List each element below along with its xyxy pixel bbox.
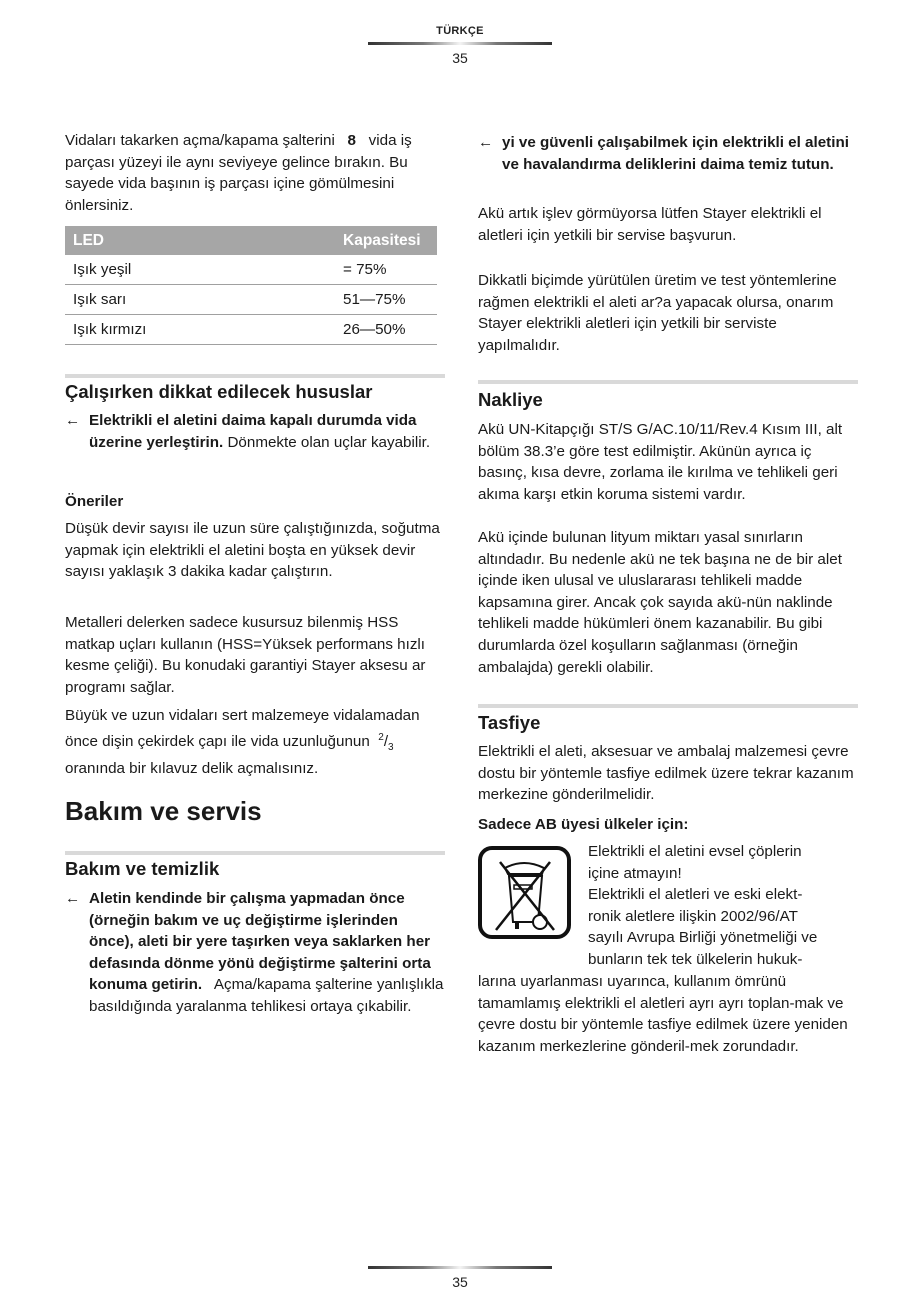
arrow-left-icon: ← xyxy=(65,412,81,429)
intro-paragraph xyxy=(65,130,445,216)
service-paragraph-2 xyxy=(478,270,858,356)
bullet-text: Dönmekte olan uçlar kayabilir. xyxy=(227,433,431,451)
section-title-disposal: Tasfiye xyxy=(478,712,541,733)
paragraph: Akü içinde bulunan lityum miktarı yasal sınırların altındadır. Bu nedenle akü ne tek başına ne de bir alet içinde iken ulusal ve uluslararası tehlikeli madde kapsamına girer. Ancak çok sayıda akü-nün naklinde tehlikeli madde hükümleri önem kazanabilir. Bu gibi durumlarda özel koşulların sağlanması (örneğin ambalajda) gerekli olabilir. xyxy=(478,529,842,676)
led-color-cell: Işık yeşil xyxy=(65,255,335,285)
recommendation-paragraph-2 xyxy=(65,612,445,698)
paragraph: Metalleri delerken sadece kusursuz bilenmiş HSS matkap uçları kullanın (HSS=Yüksek performans hızlı kesme çeliği). Bu konudaki garantiyi Stayer aksesu ar programı sağlar. xyxy=(65,614,426,696)
eu-line: içine atmayın! xyxy=(588,864,682,882)
bullet-bold-text: Aletin kendinde bir çalışma yapmadan önce (örneğin bakım ve uç değiştirme işlerinden önce), aleti bir yere taşırken veya saklarken her defasında dönme yönü değiştirme şalterini orta konuma getirin. xyxy=(89,890,431,994)
bullet-text: Açma/kapama şalterine yanlışlıkla basıldığında yaralanma tehlikesi ortaya çıkabilir. xyxy=(89,976,444,1015)
crossed-out-wheelie-bin-icon xyxy=(478,846,571,939)
recommendation-paragraph-3: Büyük ve uzun vidaları sert malzemeye vidalamadan önce dişin çekirdek çapı ile vida uzunluğunun $^2/_3$ oranında bir kılavuz delik açmalısınız. xyxy=(65,707,420,778)
fraction-denominator: 3 xyxy=(388,741,394,753)
paragraph: Düşük devir sayısı ile uzun süre çalıştığınızda, soğutma yapmak için elektrikli el aletini boşta en yüksek devir sayısı yaklaşık 3 dakika kadar çalıştırın. xyxy=(65,520,440,581)
capacity-cell: 26—50% xyxy=(335,315,437,345)
fraction-numerator: 2 xyxy=(378,731,384,743)
maintenance-bullet xyxy=(65,888,445,1018)
intro-text-after: vida iş parçası yüzeyi ile aynı seviyeye gelince bırakın. Bu sayede vida başının iş parçası içine gömülmesini önlersiniz. xyxy=(65,132,412,214)
working-bullet xyxy=(65,410,445,453)
eu-countries-title: Sadece AB üyesi ülkeler için: xyxy=(478,816,689,833)
paragraph: Akü artık işlev görmüyorsa lütfen Stayer elektrikli el aletleri için yetkili bir servise başvurun. xyxy=(478,205,822,244)
language-label: TÜRKÇE xyxy=(436,25,484,37)
paragraph-text: Büyük ve uzun vidaları sert malzemeye vidalamadan önce dişin çekirdek çapı ile vida uzunluğunun xyxy=(65,707,420,750)
section-title-working: Çalışırken dikkat edilecek hususlar xyxy=(65,381,373,402)
table-row xyxy=(65,315,437,345)
table-row xyxy=(65,285,437,315)
section-divider xyxy=(65,851,445,855)
recommendations-title: Öneriler xyxy=(65,493,124,510)
transport-paragraph-1 xyxy=(478,419,858,505)
led-table xyxy=(65,226,437,345)
table-header-capacity: Kapasitesi xyxy=(335,226,437,255)
led-color-cell: Işık kırmızı xyxy=(65,315,335,345)
disposal-paragraph xyxy=(478,741,858,806)
table-header-led: LED xyxy=(65,226,335,255)
paragraph: Dikkatli biçimde yürütülen üretim ve test yöntemlerine rağmen elektrikli el aleti ar?a yapacak olursa, onarım Stayer elektrikli aletleri için yetkili bir serviste yapılmalıdır. xyxy=(478,272,837,354)
eu-line: sayılı Avrupa Birliği yönetmeliği ve xyxy=(588,929,818,947)
table-row xyxy=(65,255,437,285)
transport-paragraph-2 xyxy=(478,527,858,678)
paragraph: Elektrikli el aleti, aksesuar ve ambalaj malzemesi çevre dostu bir yöntemle tasfiye edilmek üzere tekrar kazanım merkezine gönderilmelidir. xyxy=(478,743,854,804)
capacity-cell: = 75% xyxy=(335,255,437,285)
page-number-bottom: 35 xyxy=(452,1274,468,1290)
section-title-transport: Nakliye xyxy=(478,389,543,410)
intro-text-before: Vidaları takarken açma/kapama şalterini xyxy=(65,132,335,149)
eu-line: Elektrikli el aletleri ve eski elekt- xyxy=(588,886,803,904)
section-divider xyxy=(478,704,858,708)
arrow-left-icon: ← xyxy=(65,890,81,907)
paragraph-text: oranında bir kılavuz delik açmalısınız. xyxy=(65,760,319,778)
bullet-bold-text: Elektrikli el aletini daima kapalı durumda vida üzerine yerleştirin. xyxy=(89,412,417,451)
section-divider xyxy=(478,380,858,384)
eu-notice-continuation xyxy=(478,971,858,1057)
led-color-cell: Işık sarı xyxy=(65,285,335,315)
footer-divider xyxy=(368,1266,552,1269)
eu-line: ronik aletlere ilişkin 2002/96/AT xyxy=(588,907,798,925)
eu-notice-lines xyxy=(588,841,858,971)
page-number-top: 35 xyxy=(452,50,468,66)
paragraph: larına uyarlanması uyarınca, kullanım ömrünü tamamlamış elektrikli el aletleri ayrı ayrı toplan-mak ve çevre dostu bir yöntemle tasfiye edilmek üzere yeniden kazanım merkezlerine gönderil-mek zorundadır. xyxy=(478,973,848,1055)
subsection-title-cleaning: Bakım ve temizlik xyxy=(65,858,220,879)
recommendation-paragraph-1 xyxy=(65,518,445,583)
bullet-bold-text: yi ve güvenli çalışabilmek için elektrikli el aletini ve havalandırma deliklerini daima temiz tutun. xyxy=(502,134,849,173)
cleaning-bullet xyxy=(478,132,858,175)
paragraph: Akü UN-Kitapçığı ST/S G/AC.10/11/Rev.4 Kısım III, alt bölüm 38.3’e göre test edilmiştir. Akünün ayrıca iç basınç, kısa devre, zorlama ile kırılma ve tehlikeli geri akıma karşı etkin koruma sistemi vardır. xyxy=(478,421,843,503)
eu-line: bunların tek tek ülkelerin hukuk- xyxy=(588,950,803,968)
section-divider xyxy=(65,374,445,378)
reference-number: 8 xyxy=(347,132,356,149)
section-title-maintenance: Bakım ve servis xyxy=(65,796,262,826)
service-paragraph-1 xyxy=(478,203,858,246)
capacity-cell: 51—75% xyxy=(335,285,437,315)
eu-line: Elektrikli el aletini evsel çöplerin xyxy=(588,843,802,860)
arrow-left-icon: ← xyxy=(478,134,494,151)
header-divider xyxy=(368,42,552,45)
